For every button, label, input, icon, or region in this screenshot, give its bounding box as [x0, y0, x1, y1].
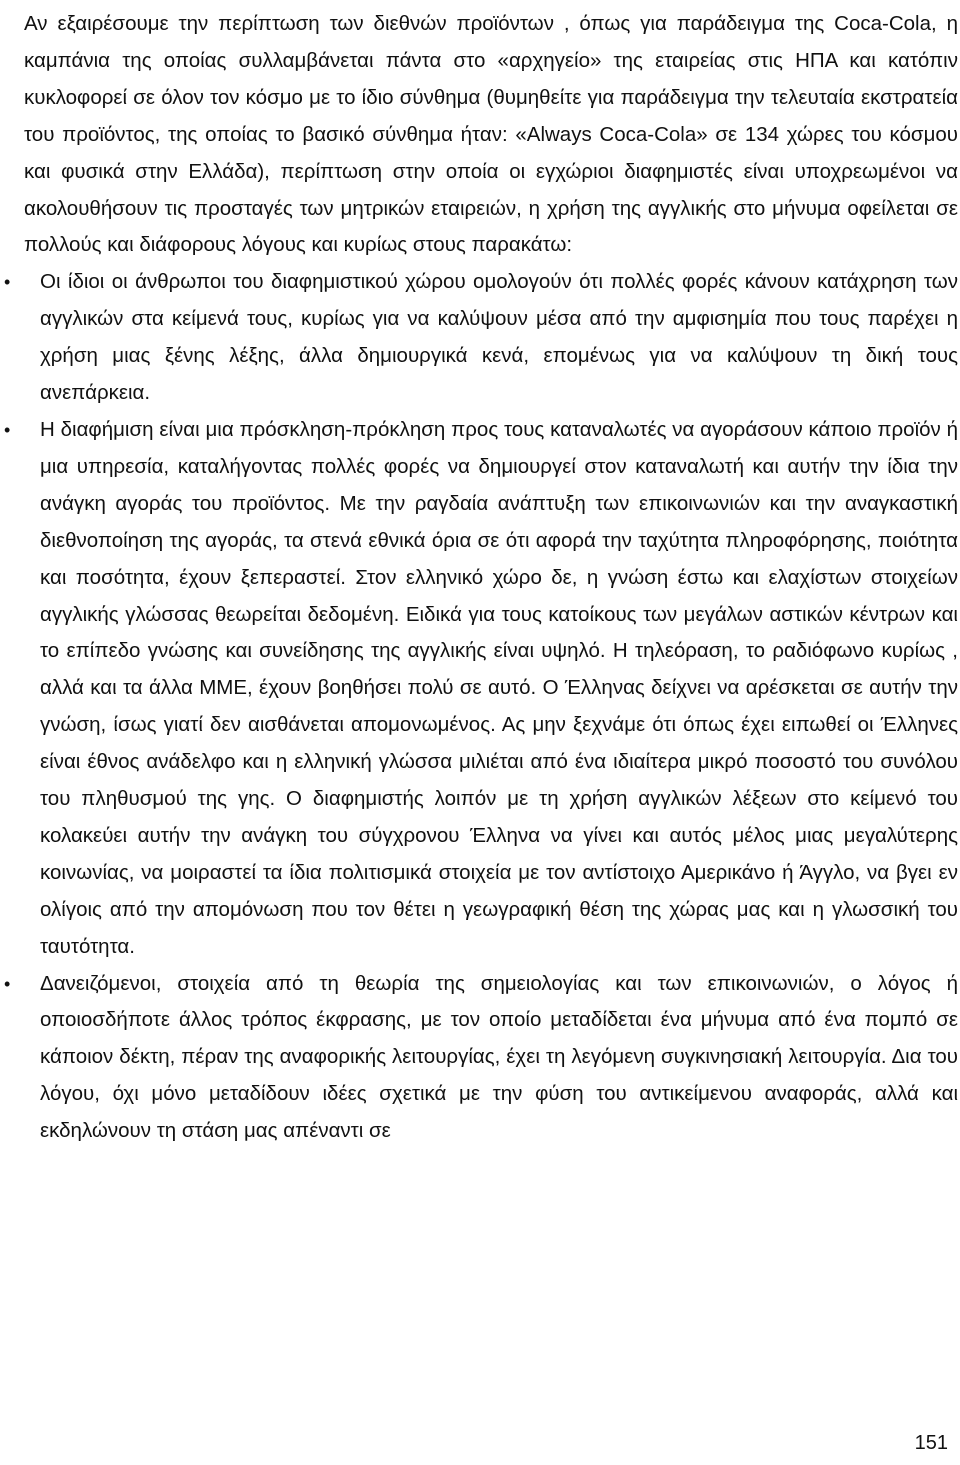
bullet-text-2: Η διαφήμιση είναι μια πρόσκληση-πρόκληση προς τους καταναλωτές να αγοράσουν κάποιο προϊόν ή μια υπηρεσία, καταλήγοντας πολλές φορές να δημιουργεί στον καταναλωτή και αυτήν την ίδια την ανάγκη αγοράς του προϊόντος. Με την ραγδαία ανάπτυξη των επικοινωνιών και την αναγκαστική διεθνοποίηση της αγοράς, τα στενά εθνικά όρια σε ότι αφορά την ταχύτητα πληροφόρησης, ποιότητα και ποσότητα, έχουν ξεπεραστεί. Στον ελληνικό χώρο δε, η γνώση έστω και ελαχίστων στοιχείων αγγλικής γλώσσας θεωρείται δεδομένη. Ειδικά για τους κατοίκους των μεγάλων αστικών κέντρων και το επίπεδο γνώσης και συνείδησης της αγγλικής είναι υψηλό. Η τηλεόραση, το ραδιόφωνο κυρίως , αλλά και τα άλλα ΜΜΕ, έχουν βοηθήσει πολύ σε αυτό. Ο Έλληνας δείχνει να αρέσκεται σε αυτήν την γνώση, ίσως γιατί δεν αισθάνεται απομονωμένος. Ας μην ξεχνάμε ότι όπως έχει ειπωθεί οι Έλληνες είναι έθνος ανάδελφο και η ελληνική γλώσσα μιλιέται από ένα ιδιαίτερα μικρό ποσοστό του συνόλου του πληθυσμού της γης. Ο διαφημιστής λοιπόν με τη χρήση αγγλικών λέξεων στο κείμενό του κολακεύει αυτήν την ανάγκη του σύγχρονου Έλληνα να γίνει και αυτός μέλος μιας μεγαλύτερης κοινωνίας, να μοιραστεί τα ίδια πολιτισμικά στοιχεία με τον αντίστοιχο Αμερικάνο ή Άγγλο, να βγει εν ολίγοις από την απομόνωση που τον θέτει η γεωγραφική θέση της χώρας μας και η γλωσσική του ταυτότητα. — [40, 417, 958, 958]
bullet-item-1 — [4, 264, 958, 412]
page-number: 151 — [914, 1432, 948, 1454]
bullet-icon: • — [4, 272, 11, 293]
bullet-item-3 — [4, 966, 958, 1151]
bullet-icon: • — [4, 973, 11, 994]
bullet-text-1: Οι ίδιοι οι άνθρωποι του διαφημιστικού χώρου ομολογούν ότι πολλές φορές κάνουν κατάχρηση των αγγλικών στα κείμενά τους, κυρίως για να καλύψουν μέσα από την αμφισημία που τους παρέχει η χρήση μιας ξένης λέξης, άλλα δημιουργικά κενά, επομένως για να καλύψουν τη δική τους ανεπάρκεια. — [40, 270, 958, 405]
document-body — [4, 6, 958, 1150]
bullet-list — [4, 264, 958, 1150]
bullet-item-2 — [4, 412, 958, 966]
bullet-icon: • — [4, 419, 11, 440]
intro-paragraph: Αν εξαιρέσουμε την περίπτωση των διεθνών προϊόντων , όπως για παράδειγμα της Coca-Cola, η καμπάνια της οποίας συλλαμβάνεται πάντα στο «αρχηγείο» της εταιρείας στις ΗΠΑ και κατόπιν κυκλοφορεί σε όλον τον κόσμο με το ίδιο σύνθημα (θυμηθείτε για παράδειγμα την τελευταία εκστρατεία του προϊόντος, της οποίας το βασικό σύνθημα ήταν: «Always Coca-Cola» σε 134 χώρες του κόσμου και φυσικά στην Ελλάδα), περίπτωση στην οποία οι εγχώριοι διαφημιστές είναι υποχρεωμένοι να ακολουθήσουν τις προσταγές των μητρικών εταιρειών, η χρήση της αγγλικής στο μήνυμα οφείλεται σε πολλούς και διάφορους λόγους και κυρίως στους παρακάτω: — [24, 12, 958, 257]
bullet-text-3: Δανειζόμενοι, στοιχεία από τη θεωρία της σημειολογίας και των επικοινωνιών, ο λόγος ή οποιοσδήποτε άλλος τρόπος έκφρασης, με τον οποίο μεταδίδεται ένα μήνυμα από ένα πομπό σε κάποιον δέκτη, πέραν της αναφορικής λειτουργίας, έχει τη λεγόμενη συγκινησιακή λειτουργία. Δια του λόγου, όχι μόνο μεταδίδουν ιδέες σχετικά με την φύση του αντικείμενου αναφοράς, αλλά και εκδηλώνουν τη στάση μας απέναντι σε — [40, 971, 958, 1143]
